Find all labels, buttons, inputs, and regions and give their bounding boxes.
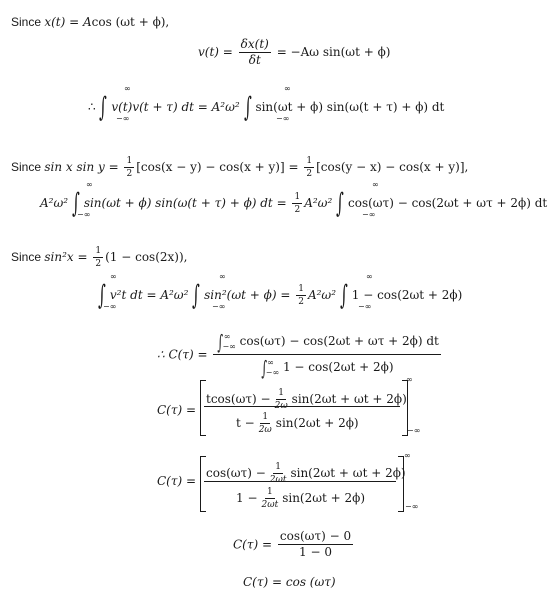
expanded-rhs: cos(ωτ) − cos(2ωt + ωτ + 2ϕ) dt [348, 196, 548, 210]
autocorr-rhs: sin(ωt + ϕ) sin(ω(t + τ) + ϕ) dt [255, 100, 445, 114]
lower-limit: −∞ [265, 368, 280, 377]
half-fraction [124, 156, 134, 179]
integral-symbol: ∫ [261, 355, 267, 380]
line-10-den [236, 487, 365, 510]
lower-limit: −∞ [77, 210, 91, 219]
lower-limit: −∞ [362, 210, 376, 219]
line-7 [98, 282, 462, 309]
product-identity-rhs: [cos(y − x) − cos(x + y)], [316, 160, 469, 174]
half-num: 1 [294, 192, 301, 202]
line-8 [157, 330, 443, 379]
derivative-denominator: δt [248, 53, 261, 67]
upper-limit: ∞ [219, 272, 226, 281]
lower-limit: −∞ [407, 426, 421, 435]
inv-num: 1 [262, 412, 269, 422]
amp-factor: A²ω² [40, 196, 69, 210]
inv-den: 2ωt [269, 475, 287, 485]
upper-limit: ∞ [372, 180, 379, 189]
bracket-num-a: cos(ωτ) − [206, 466, 266, 480]
line-5 [40, 190, 547, 217]
c-tau-lhs: ∴ C(τ) = [157, 347, 208, 362]
half-den: 2 [294, 205, 301, 215]
c-tau-denominator [259, 355, 396, 379]
integral-symbol: ∫ [72, 188, 80, 219]
lower-limit: −∞ [212, 302, 226, 311]
limit-denominator: 1 − 0 [299, 545, 332, 559]
v-lhs: v(t) = [198, 45, 233, 59]
bracket-num-b: sin(2ωt + ωt + 2ϕ) [290, 466, 406, 480]
energy-lhs: v²t dt = A²ω² [109, 288, 189, 302]
line-6 [11, 246, 187, 269]
since-text: Since [11, 15, 45, 29]
upper-limit: ∞ [366, 272, 373, 281]
half-fraction [93, 246, 103, 269]
line-3 [88, 94, 444, 121]
c-tau-num-text: cos(ωτ) − cos(2ωt + ωτ + 2ϕ) dt [239, 334, 439, 348]
therefore-symbol: ∴ [88, 100, 96, 114]
limit-fraction [278, 530, 353, 559]
lower-limit: −∞ [116, 114, 130, 123]
line-10-lhs [157, 474, 196, 488]
half-den: 2 [306, 169, 313, 179]
final-result: C(τ) = cos (ωτ) [243, 575, 336, 589]
half-num: 1 [298, 284, 304, 294]
half-den: 2 [95, 259, 102, 269]
integral-symbol: ∫ [192, 280, 201, 311]
half-den: 2 [126, 169, 133, 179]
bracket-frac-line [204, 406, 400, 407]
integral-symbol: ∫ [243, 92, 252, 123]
upper-limit: ∞ [267, 358, 274, 367]
integral-symbol: ∫ [217, 329, 224, 354]
c-tau-lhs: C(τ) = [233, 537, 273, 552]
derivative-fraction [239, 38, 271, 67]
bracket-den-a: 1 − [236, 491, 258, 505]
lower-limit: −∞ [103, 302, 117, 311]
integral-symbol: ∫ [99, 92, 108, 123]
sin-squared-lhs: sin²x = [44, 250, 92, 264]
energy-mid: sin²(ωt + ϕ) = [204, 288, 291, 302]
half-num: 1 [95, 246, 102, 256]
product-identity-mid: [cos(x − y) − cos(x + y)] = [136, 160, 303, 174]
bracket-num-a: tcos(ωτ) − [206, 392, 271, 406]
half-fraction [292, 192, 302, 215]
lower-limit: −∞ [276, 114, 290, 123]
half-num: 1 [126, 156, 133, 166]
line-2 [198, 38, 390, 67]
upper-limit: ∞ [404, 451, 411, 460]
integral-symbol: ∫ [98, 280, 106, 311]
sin-squared-rhs: (1 − cos(2x)), [105, 250, 188, 264]
line-1 [11, 15, 169, 29]
half-fraction [304, 156, 314, 179]
line-4 [11, 156, 468, 179]
c-tau-den-text: 1 − cos(2ωt + 2ϕ) [282, 360, 394, 374]
inv-den: 2ω [258, 425, 272, 435]
since-text: Since [11, 250, 45, 264]
integral-symbol: ∫ [336, 188, 345, 219]
upper-limit: ∞ [110, 272, 117, 281]
x-def-lhs: x(t) = A [44, 15, 92, 29]
integral-symbol: ∫ [340, 280, 348, 311]
v-rhs: = −Aω sin(ωt + ϕ) [276, 45, 391, 59]
c-tau-lhs: C(τ) = [157, 474, 197, 488]
inv-2wt-fraction [260, 487, 281, 510]
product-identity-lhs: sin x sin y = [44, 160, 123, 174]
lower-limit: −∞ [358, 302, 372, 311]
derivative-numerator: δx(t) [240, 37, 269, 51]
upper-limit: ∞ [124, 84, 131, 93]
bracket-den-a: t − [236, 416, 255, 430]
inv-num: 1 [275, 462, 281, 472]
c-tau-fraction [213, 330, 441, 379]
half-num: 1 [306, 156, 313, 166]
line-11 [233, 530, 355, 559]
bracket-den-b: sin(2ωt + 2ϕ) [282, 491, 366, 505]
lower-limit: −∞ [222, 342, 236, 351]
inv-2w-fraction [273, 388, 290, 411]
amp-factor: A²ω² [304, 196, 333, 210]
bracket-den-b: sin(2ωt + 2ϕ) [275, 416, 359, 430]
upper-limit: ∞ [284, 84, 291, 93]
inv-2w-fraction [257, 412, 274, 435]
bracket-num-b: sin(2ωt + ωt + 2ϕ) [291, 392, 407, 406]
inv-num: 1 [278, 388, 284, 398]
c-tau-numerator [213, 330, 441, 355]
amp-factor: A²ω² [307, 288, 337, 302]
limit-numerator: cos(ωτ) − 0 [279, 529, 352, 543]
bracket-frac-line [204, 481, 396, 482]
upper-limit: ∞ [223, 332, 231, 341]
expanded-lhs: sin(ωt + ϕ) sin(ω(t + τ) + ϕ) dt = [83, 196, 287, 210]
upper-limit: ∞ [86, 180, 93, 189]
inv-den: 2ωt [261, 500, 279, 510]
line-9-den [236, 412, 359, 435]
inv-den: 2ω [274, 401, 288, 411]
lower-limit: −∞ [405, 502, 419, 511]
upper-limit: ∞ [406, 375, 413, 384]
since-text: Since [11, 160, 45, 174]
c-tau-lhs: C(τ) = [157, 403, 197, 417]
energy-rhs: 1 − cos(2ωt + 2ϕ) [351, 288, 463, 302]
half-den: 2 [298, 297, 304, 307]
line-9-num [206, 388, 407, 411]
inv-num: 1 [266, 487, 273, 497]
autocorr-integrand: v(t)v(t + τ) dt = A²ω² [111, 100, 240, 114]
half-fraction [296, 284, 306, 307]
line-9-lhs [157, 403, 196, 417]
x-def-rhs: cos (ωt + ϕ), [91, 15, 170, 29]
